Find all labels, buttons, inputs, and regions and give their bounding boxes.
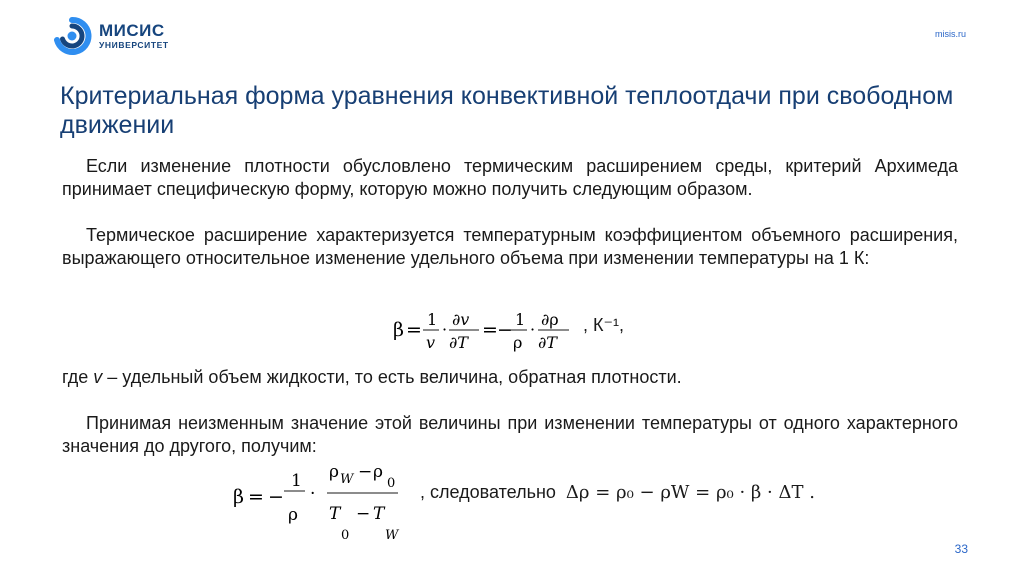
- svg-text:ρ: ρ: [513, 333, 523, 352]
- beta-finite-difference-formula: [233, 457, 413, 547]
- svg-text:−: −: [356, 504, 371, 524]
- svg-text:·: ·: [442, 320, 448, 339]
- site-link[interactable]: misis.ru: [935, 29, 966, 39]
- svg-text:β: β: [393, 319, 404, 341]
- paragraph-specific-volume: [62, 366, 958, 389]
- paragraph-constant-value: Принимая неизменным значение этой величины при изменении температуры от одного характерного значения до другого, получим:: [62, 413, 958, 456]
- consequently-label: , следовательно: [420, 482, 556, 502]
- specific-volume-definition: – удельный объем жидкости, то есть величина, обратная плотности.: [102, 367, 682, 387]
- svg-text:v: v: [426, 333, 436, 352]
- svg-text:1: 1: [427, 310, 438, 329]
- misis-logo: [52, 16, 169, 56]
- page-number: 33: [954, 542, 968, 556]
- svg-text:−: −: [497, 319, 513, 341]
- beta-unit: , К⁻¹,: [583, 315, 624, 335]
- paragraph-archimedes: Если изменение плотности обусловлено термическим расширением среды, критерий Архимеда принимает специфическую форму, которую можно получить следующим образом.: [62, 156, 958, 199]
- svg-text:1: 1: [291, 471, 302, 491]
- svg-text:·: ·: [310, 484, 316, 504]
- svg-text:T: T: [373, 504, 385, 524]
- svg-text:0: 0: [387, 476, 396, 491]
- svg-text:∂T: ∂T: [449, 333, 468, 352]
- slide-title: Критериальная форма уравнения конвективной теплоотдачи при свободном движении: [60, 82, 954, 139]
- beta-definition-formula: [393, 306, 578, 356]
- svg-text:W: W: [385, 528, 399, 543]
- logo-name: МИСИС: [99, 21, 165, 41]
- paragraph-thermal-expansion: Термическое расширение характеризуется температурным коэффициентом объемного расширения, выражающего относительное изменение удельного объема при изменении температуры на 1 К:: [62, 225, 958, 268]
- svg-text:ρ: ρ: [373, 462, 383, 482]
- svg-text:β: β: [233, 486, 244, 508]
- svg-text:0: 0: [341, 528, 350, 543]
- specific-volume-lead: где: [62, 367, 94, 387]
- svg-text:T: T: [329, 504, 341, 524]
- svg-text:=: =: [406, 319, 422, 341]
- specific-volume-symbol: v: [93, 367, 103, 387]
- logo-subtitle: УНИВЕРСИТЕТ: [99, 40, 169, 51]
- misis-logo-icon: [52, 16, 92, 56]
- svg-text:∂ρ: ∂ρ: [541, 310, 559, 329]
- density-difference-formula: Δρ = ρ₀ − ρW = ρ₀ · β · ΔT .: [565, 482, 815, 503]
- svg-text:∂v: ∂v: [452, 310, 470, 329]
- svg-text:=: =: [248, 486, 264, 508]
- svg-text:ρ: ρ: [288, 505, 298, 525]
- svg-text:−: −: [268, 486, 284, 508]
- svg-text:−: −: [358, 462, 373, 482]
- svg-text:∂T: ∂T: [538, 333, 557, 352]
- consequently-text: [420, 482, 815, 503]
- svg-text:=: =: [482, 319, 498, 341]
- svg-text:·: ·: [530, 320, 536, 339]
- svg-text:ρ: ρ: [329, 462, 339, 482]
- svg-text:W: W: [340, 472, 354, 487]
- svg-text:1: 1: [515, 310, 526, 329]
